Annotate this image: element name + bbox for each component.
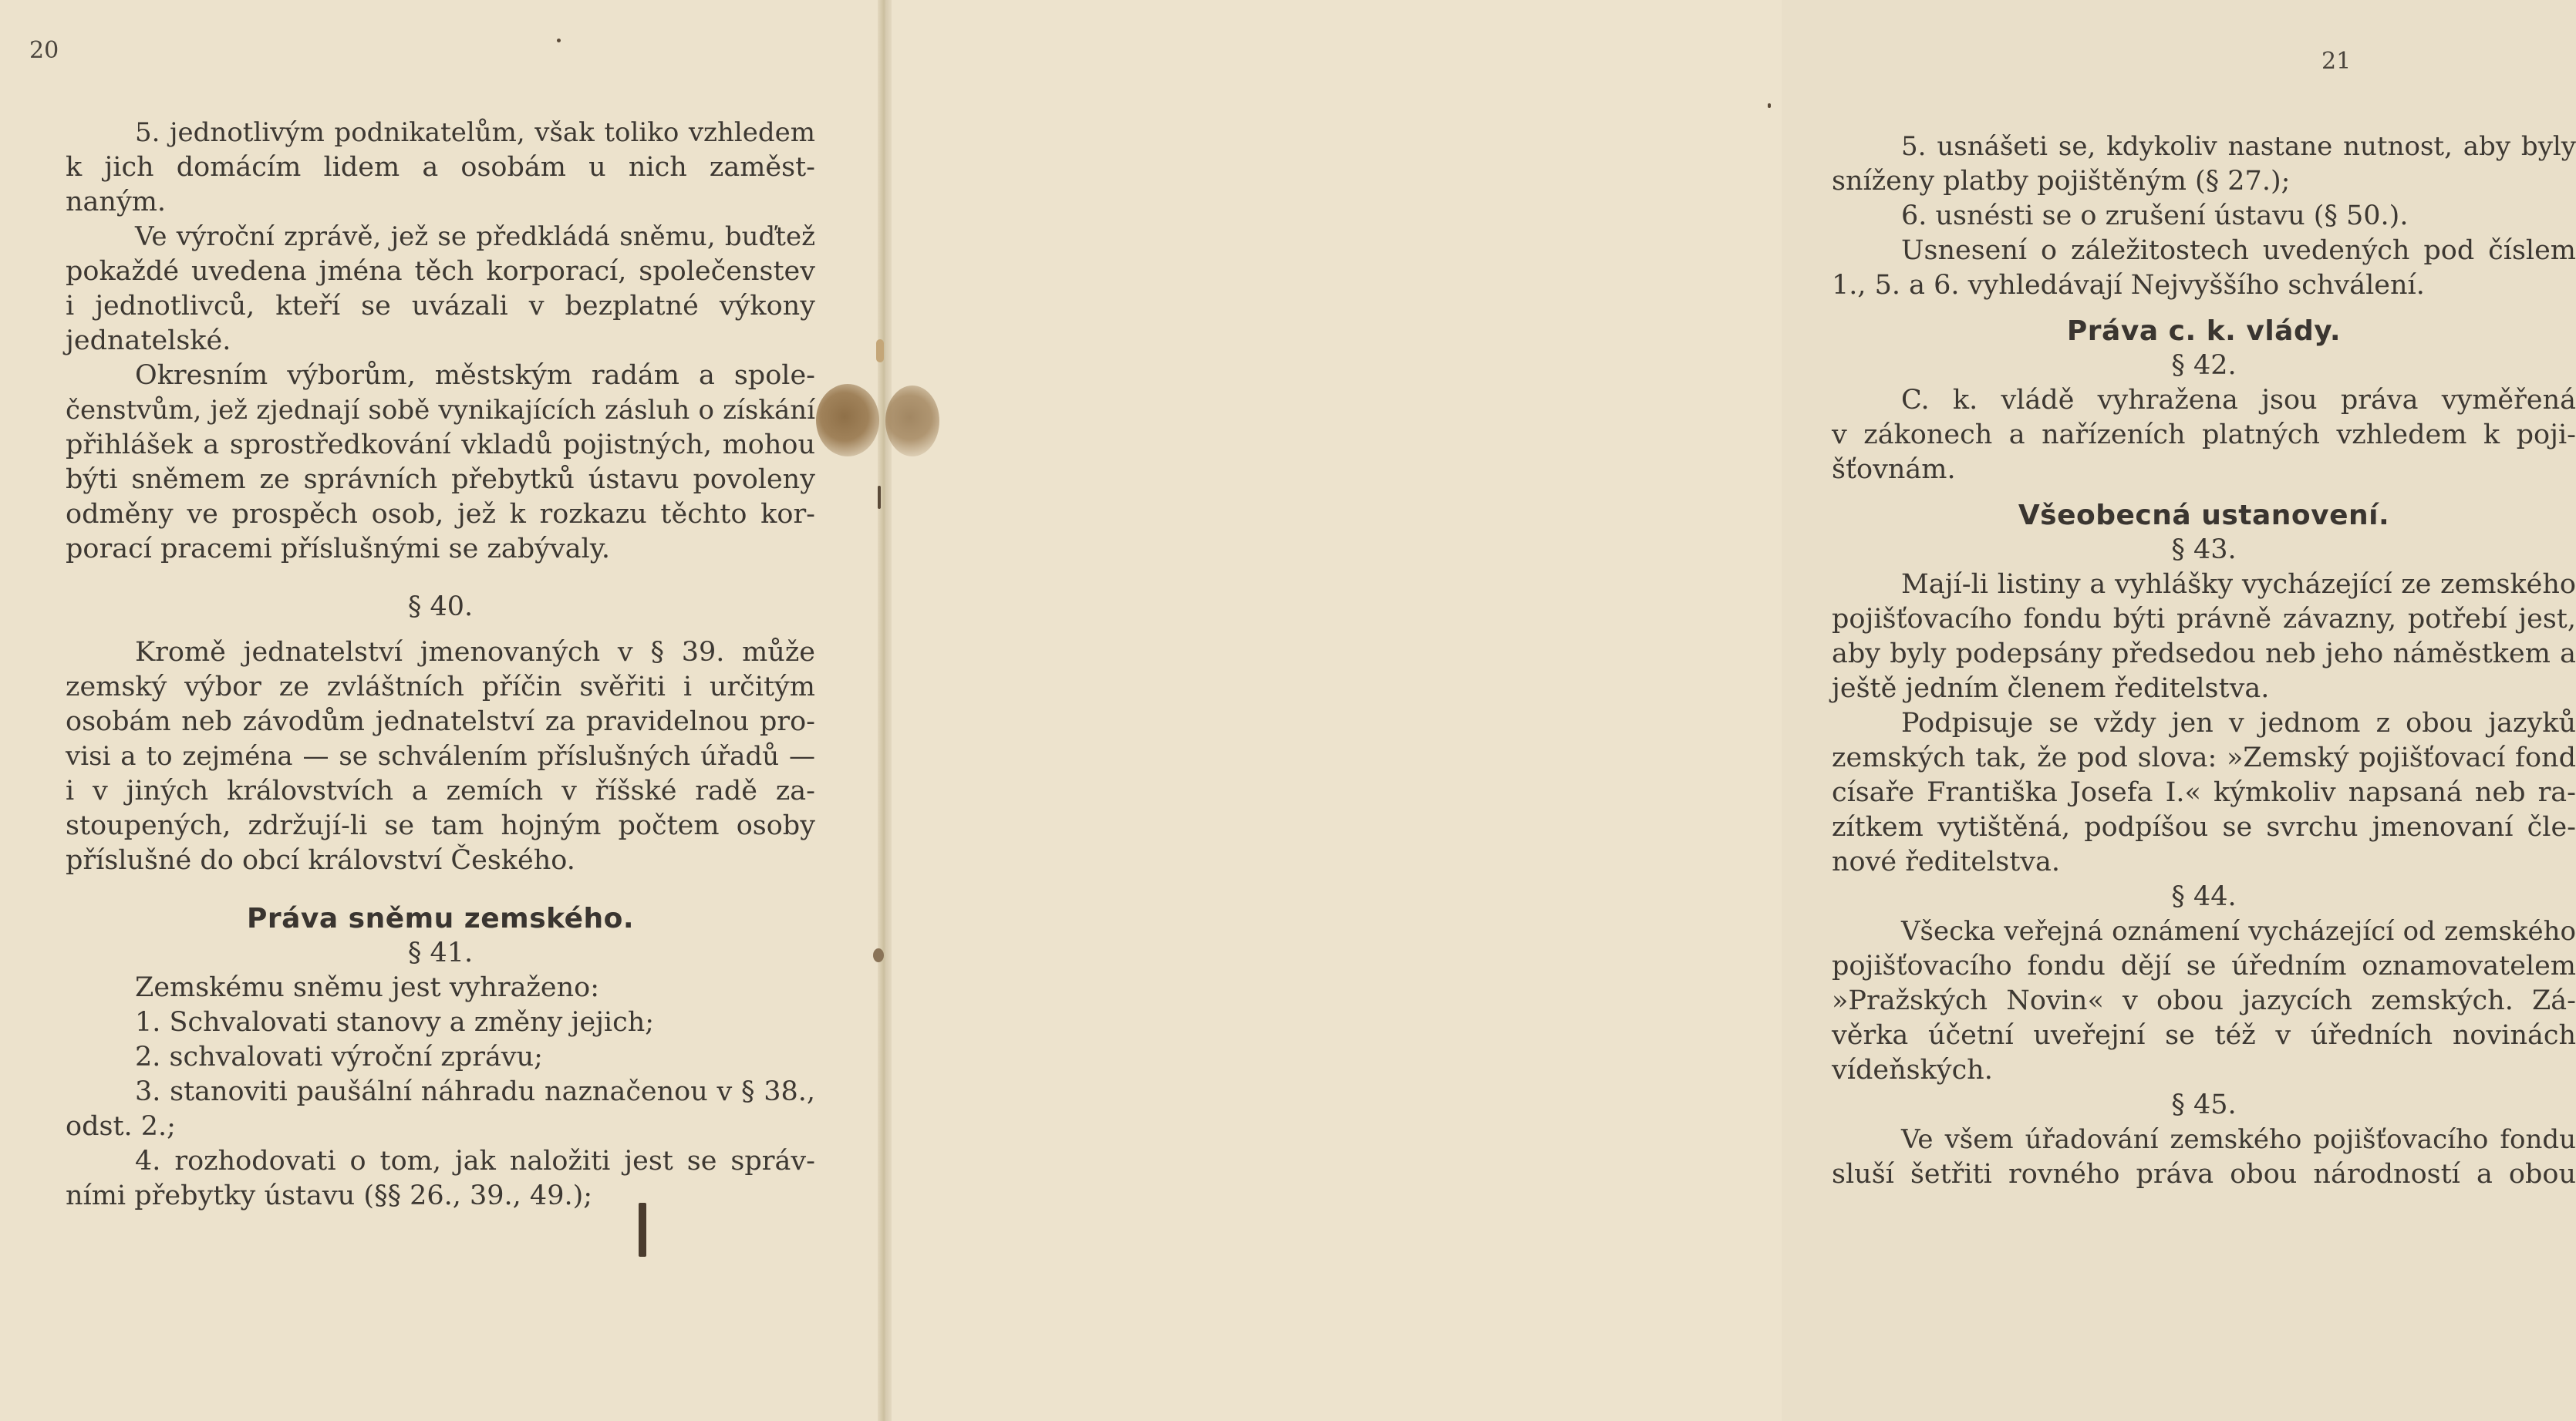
text-line: býti sněmem ze správních přebytků ústavu povoleny <box>66 464 815 495</box>
text-line: zemských tak, že pod slova: »Zemský pojišťovací fond <box>1832 742 2576 773</box>
text-line: Kromě jednatelství jmenovaných v § 39. může <box>135 637 815 668</box>
ink-speck <box>1768 103 1771 108</box>
text-line: odměny ve prospěch osob, jež k rozkazu těchto kor- <box>66 499 815 530</box>
text-line: zítkem vytištěná, podpíšou se svrchu jmenovaní čle- <box>1832 812 2576 843</box>
text-line: 5. usnášeti se, kdykoliv nastane nutnost, aby byly <box>1901 131 2576 162</box>
section-heading: Práva sněmu zemského. <box>246 903 635 934</box>
text-line: 2. schvalovati výroční zprávu; <box>135 1042 543 1072</box>
paragraph-number: § 45. <box>2171 1089 2237 1120</box>
text-line: vídeňských. <box>1832 1055 1993 1086</box>
text-line: pojišťovacího fondu býti právně závazny, potřebí jest, <box>1832 604 2576 635</box>
paragraph-number: § 40. <box>407 591 474 622</box>
stain-mark <box>816 384 879 456</box>
text-line: stoupených, zdržují-li se tam hojným počtem osoby <box>66 810 815 841</box>
spacer <box>1832 303 2576 314</box>
text-line: osobám neb závodům jednatelství za pravidelnou pro- <box>66 706 815 737</box>
ink-speck <box>878 486 881 509</box>
book-gutter <box>878 0 892 1421</box>
text-line: »Pražských Novin« v obou jazycích zemských. Zá- <box>1832 985 2576 1016</box>
spacer <box>66 878 815 901</box>
section-heading: Všeobecná ustanovení. <box>2018 500 2390 531</box>
ink-speck <box>876 339 884 362</box>
text-line: porací pracemi příslušnými se zabývaly. <box>66 534 610 564</box>
section-heading: Práva c. k. vlády. <box>2066 315 2342 347</box>
text-line: Ve všem úřadování zemského pojišťovacího fondu <box>1901 1124 2576 1155</box>
paragraph-number: § 41. <box>407 938 474 968</box>
paragraph-number: § 44. <box>2171 881 2237 912</box>
ink-speck <box>639 1203 646 1257</box>
text-line: naným. <box>66 187 167 217</box>
text-line: v zákonech a nařízeních platných vzhledem k poji- <box>1832 419 2576 450</box>
text-line: jednatelské. <box>66 325 231 356</box>
right-page <box>887 0 2576 1421</box>
text-line: k jich domácím lidem a osobám u nich zaměst- <box>66 152 815 183</box>
text-line: nové ředitelstva. <box>1832 847 2061 877</box>
text-line: C. k. vládě vyhražena jsou práva vyměřená <box>1901 385 2576 416</box>
text-line: visi a to zejména — se schválením příslušných úřadů — <box>66 741 815 772</box>
text-line: i v jiných královstvích a zemích v říšské radě za- <box>66 776 815 806</box>
text-line: Podpisuje se vždy jen v jednom z obou jazyků <box>1901 708 2576 739</box>
text-line: 5. jednotlivým podnikatelům, však toliko vzhledem <box>135 117 815 148</box>
text-line: přihlášek a sprostředkování vkladů pojistných, mohou <box>66 429 815 460</box>
text-line: Usnesení o záležitostech uvedených pod číslem <box>1901 235 2576 266</box>
text-line: sníženy platby pojištěným (§ 27.); <box>1832 166 2291 197</box>
left-page-text <box>66 116 815 1214</box>
text-line: ními přebytky ústavu (§§ 26., 39., 49.); <box>66 1180 593 1211</box>
text-line: Zemskému sněmu jest vyhraženo: <box>135 972 599 1003</box>
spacer <box>66 625 815 635</box>
text-line: odst. 2.; <box>66 1111 176 1142</box>
text-line: 1. Schvalovati stanovy a změny jejich; <box>135 1007 655 1038</box>
right-page-text <box>1832 130 2576 1192</box>
text-line: příslušné do obcí království Českého. <box>66 845 575 876</box>
page-number-right: 21 <box>2321 48 2352 75</box>
text-line: 3. stanoviti paušální náhradu naznačenou v § 38., <box>135 1076 815 1107</box>
text-line: Ve výroční zprávě, jež se předkládá sněmu, buďtež <box>135 221 815 252</box>
page-number-left: 20 <box>29 37 59 64</box>
paragraph-number: § 43. <box>2171 534 2237 565</box>
text-line: aby byly podepsány předsedou neb jeho náměstkem a <box>1832 638 2576 669</box>
text-line: 6. usnésti se o zrušení ústavu (§ 50.). <box>1901 200 2409 231</box>
text-line: Mají-li listiny a vyhlášky vycházející ze zemského <box>1901 569 2576 600</box>
spacer <box>66 567 815 590</box>
stain-mark <box>885 386 939 456</box>
text-line: císaře Františka Josefa I.« kýmkoliv napsaná neb ra- <box>1832 777 2576 808</box>
text-line: pojišťovacího fondu dějí se úředním oznamovatelem <box>1832 951 2576 982</box>
text-line: 1., 5. a 6. vyhledávají Nejvyššího schválení. <box>1832 270 2425 301</box>
text-line: šťovnám. <box>1832 454 1956 485</box>
text-line: Okresním výborům, městským radám a spole- <box>135 360 815 391</box>
ink-speck <box>557 39 561 42</box>
text-line: Všecka veřejná oznámení vycházející od zemského <box>1901 916 2576 947</box>
paragraph-number: § 42. <box>2171 350 2237 381</box>
text-line: ještě jedním členem ředitelstva. <box>1832 673 2270 704</box>
text-line: čenstvům, jež zjednají sobě vynikajících zásluh o získání <box>66 395 815 426</box>
text-line: sluší šetřiti rovného práva obou národností a obou <box>1832 1159 2576 1190</box>
text-line: věrka účetní uveřejní se též v úředních novinách <box>1832 1020 2576 1051</box>
text-line: i jednotlivců, kteří se uvázali v bezplatné výkony <box>66 291 815 322</box>
text-line: zemský výbor ze zvláštních příčin svěřiti i určitým <box>66 672 815 702</box>
ink-speck <box>873 948 884 962</box>
left-page <box>0 0 882 1421</box>
text-line: pokaždé uvedena jména těch korporací, společenstev <box>66 256 815 287</box>
spacer <box>1832 487 2576 498</box>
text-line: 4. rozhodovati o tom, jak naložiti jest se správ- <box>135 1146 815 1177</box>
